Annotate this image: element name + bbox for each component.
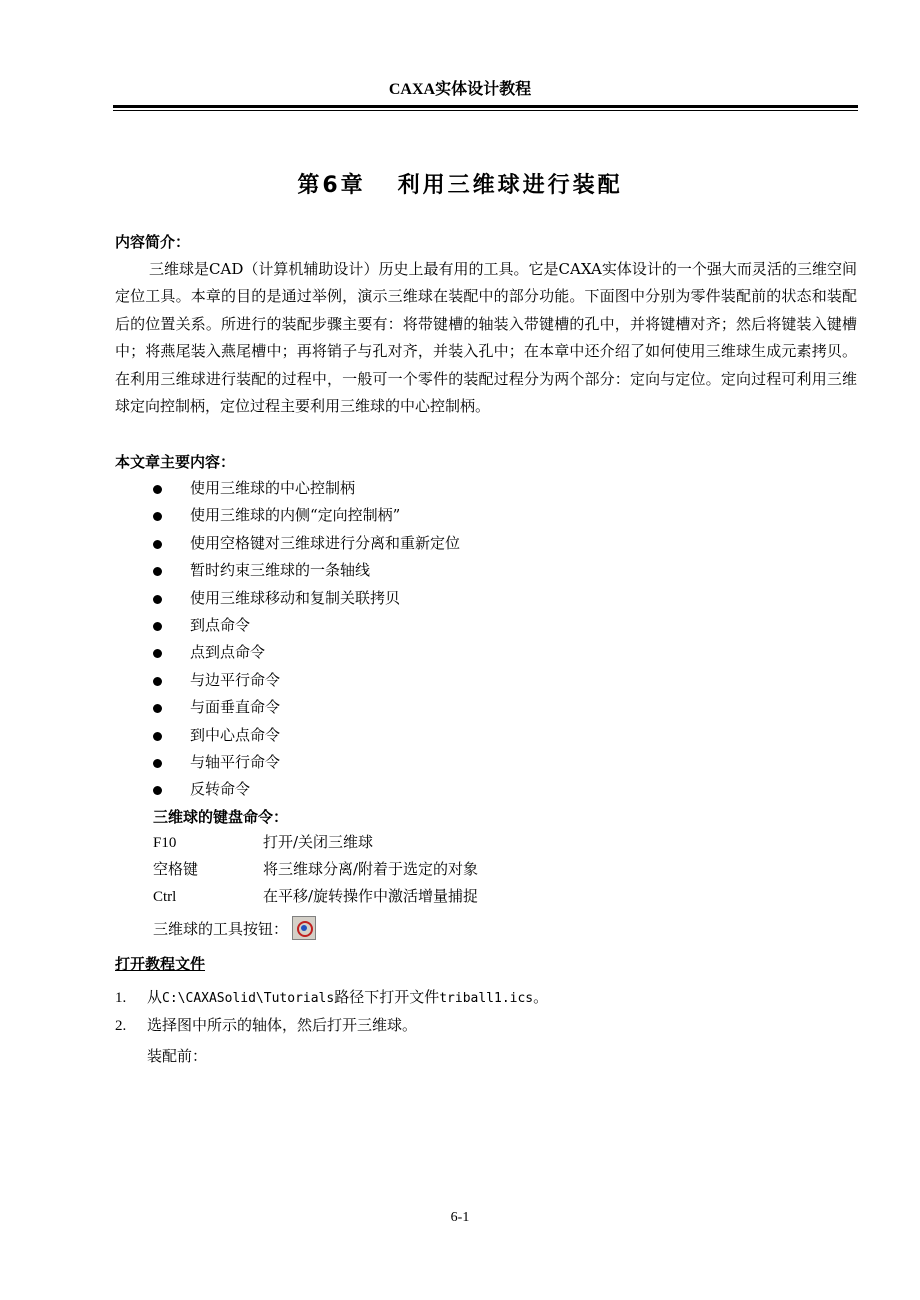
triball-tool-icon <box>292 916 316 940</box>
header-rule-thick <box>113 105 858 108</box>
list-item-label: 使用空格键对三维球进行分离和重新定位 <box>190 533 461 552</box>
list-item <box>150 502 460 529</box>
keyboard-row <box>153 829 373 856</box>
list-item <box>150 530 460 557</box>
header-rule-thin <box>113 110 858 111</box>
list-item <box>150 749 460 776</box>
list-item <box>150 694 460 721</box>
list-item-label: 到中心点命令 <box>190 725 281 744</box>
bullet-icon <box>153 786 162 795</box>
page-number: 6-1 <box>450 1210 470 1225</box>
file-path: C:\CAXASolid\Tutorials <box>162 991 335 1006</box>
bullet-icon <box>153 732 162 741</box>
keyboard-heading: 三维球的键盘命令： <box>153 808 289 826</box>
summary-heading: 内容简介： <box>115 233 191 251</box>
list-item <box>150 475 460 502</box>
step-2 <box>115 1012 417 1040</box>
list-item-label: 与面垂直命令 <box>190 698 281 717</box>
keyboard-row <box>153 856 478 883</box>
bullet-icon <box>153 512 162 521</box>
keyboard-row <box>153 883 478 910</box>
list-item <box>150 776 460 803</box>
bullet-icon <box>153 540 162 549</box>
toolbar-line <box>153 916 316 943</box>
open-tutorial-heading: 打开教程文件 <box>115 955 206 973</box>
keyboard-key: F10 <box>153 835 177 851</box>
bullet-icon <box>153 759 162 768</box>
main-content-list <box>150 475 460 804</box>
step-text-pre: 从 <box>147 988 163 1006</box>
keyboard-desc: 打开/关闭三维球 <box>263 833 374 851</box>
list-item-label: 点到点命令 <box>190 643 266 662</box>
list-item-label: 反转命令 <box>190 780 251 799</box>
step-number: 1. <box>115 990 127 1006</box>
bullet-icon <box>153 704 162 713</box>
list-item <box>150 722 460 749</box>
step-text-mid: 路径下打开文件 <box>334 988 440 1006</box>
bullet-icon <box>153 485 162 494</box>
step-text-post: 。 <box>533 988 549 1006</box>
list-item <box>150 639 460 666</box>
list-item-label: 使用三维球的内侧“定向控制柄” <box>190 506 401 525</box>
list-item-label: 使用三维球移动和复制关联拷贝 <box>190 588 401 607</box>
keyboard-key: 空格键 <box>153 862 199 878</box>
keyboard-key: Ctrl <box>153 889 177 905</box>
list-item-label: 与轴平行命令 <box>190 752 281 771</box>
list-item <box>150 585 460 612</box>
list-item <box>150 612 460 639</box>
before-assembly-label: 装配前： <box>147 1047 208 1065</box>
main-content-heading: 本文章主要内容： <box>115 453 236 471</box>
bullet-icon <box>153 567 162 576</box>
list-item <box>150 557 460 584</box>
step-number: 2. <box>115 1018 127 1034</box>
list-item-label: 与边平行命令 <box>190 670 281 689</box>
keyboard-desc: 在平移/旋转操作中激活增量捕捉 <box>263 887 479 905</box>
list-item-label: 使用三维球的中心控制柄 <box>190 479 356 497</box>
bullet-icon <box>153 649 162 658</box>
chapter-title: 第6章 利用三维球进行装配 <box>297 173 623 198</box>
page-header-title: CAXA实体设计教程 <box>388 81 532 98</box>
list-item-label: 暂时约束三维球的一条轴线 <box>190 561 371 580</box>
bullet-icon <box>153 595 162 604</box>
file-name: triball1.ics <box>439 991 534 1006</box>
bullet-icon <box>153 622 162 631</box>
summary-paragraph: 三维球是CAD（计算机辅助设计）历史上最有用的工具。它是CAXA实体设计的一个强大而灵活的三维空间定位工具。本章的目的是通过举例，演示三维球在装配中的部分功能。下面图中分别为零件装配前的状态和装配后的位置关系。所进行的装配步骤主要有：将带键槽的轴装入带键槽的孔中，并将键槽对齐；然后将键装入键槽中；将燕尾装入燕尾槽中；再将销子与孔对齐，并装入孔中；在本章中还介绍了如何使用三维球生成元素拷贝。在利用三维球进行装配的过程中，一般可一个零件的装配过程分为两个部分：定向与定位。定向过程可利用三维球定向控制柄，定位过程主要利用三维球的中心控制柄。 <box>115 260 857 416</box>
toolbar-label: 三维球的工具按钮： <box>153 920 289 938</box>
list-item <box>150 667 460 694</box>
list-item-label: 到点命令 <box>190 615 251 634</box>
keyboard-desc: 将三维球分离/附着于选定的对象 <box>263 860 479 878</box>
step-text: 选择图中所示的轴体，然后打开三维球。 <box>147 1016 418 1034</box>
bullet-icon <box>153 677 162 686</box>
step-1 <box>115 984 548 1012</box>
